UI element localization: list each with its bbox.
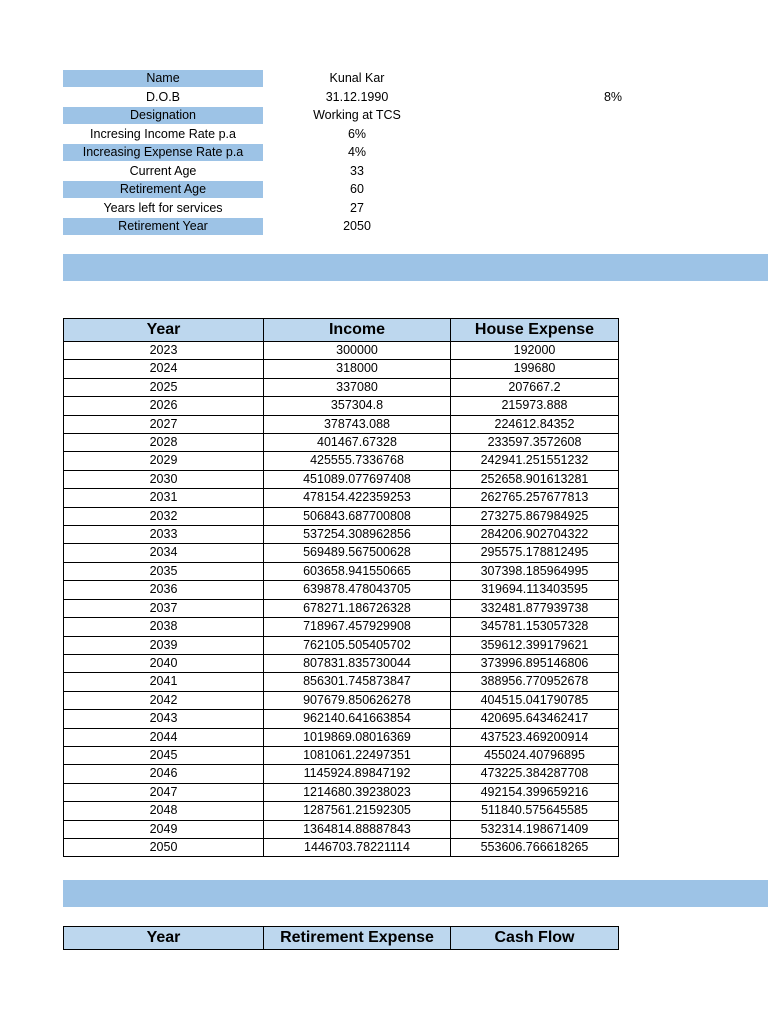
table-row [64, 526, 619, 544]
section-band-top [63, 254, 768, 281]
table-row [64, 342, 619, 360]
column-header-year: Year [64, 319, 264, 342]
profile-row [63, 180, 663, 199]
table-row [64, 636, 619, 654]
cell-income: 762105.505405702 [264, 636, 451, 654]
cell-income: 401467.67328 [264, 434, 451, 452]
cell-income: 537254.308962856 [264, 526, 451, 544]
cell-house-expense: 319694.113403595 [451, 581, 619, 599]
cell-income: 856301.745873847 [264, 673, 451, 691]
retirement-table [63, 926, 619, 950]
column-header-retirement-expense: Retirement Expense [264, 927, 451, 950]
profile-value: 60 [350, 182, 364, 196]
cell-income: 907679.850626278 [264, 691, 451, 709]
profile-value: 6% [347, 126, 367, 141]
cell-income: 962140.641663854 [264, 710, 451, 728]
table-row [64, 397, 619, 415]
column-header-year: Year [64, 927, 264, 950]
table-row [64, 820, 619, 838]
cell-year: 2042 [64, 691, 264, 709]
profile-label: Designation [63, 107, 263, 124]
cell-house-expense: 373996.895146806 [451, 654, 619, 672]
cell-house-expense: 420695.643462417 [451, 710, 619, 728]
cell-year: 2029 [64, 452, 264, 470]
column-header-house-expense: House Expense [451, 319, 619, 342]
profile-label: Increasing Expense Rate p.a [63, 144, 263, 161]
cell-income: 678271.186726328 [264, 599, 451, 617]
table-row [64, 581, 619, 599]
cell-year: 2036 [64, 581, 264, 599]
profile-row [63, 143, 663, 162]
cell-year: 2045 [64, 746, 264, 764]
cell-year: 2043 [64, 710, 264, 728]
cell-income: 1081061.22497351 [264, 746, 451, 764]
table-row [64, 507, 619, 525]
table-row [64, 802, 619, 820]
table-row [64, 489, 619, 507]
cell-house-expense: 262765.257677813 [451, 489, 619, 507]
cell-year: 2044 [64, 728, 264, 746]
cell-house-expense: 332481.877939738 [451, 599, 619, 617]
cell-house-expense: 345781.153057328 [451, 618, 619, 636]
profile-label: Years left for services [103, 200, 223, 215]
cell-income: 1019869.08016369 [264, 728, 451, 746]
profile-value: Kunal Kar [329, 71, 385, 85]
table-row [64, 360, 619, 378]
profile-value: 31.12.1990 [325, 89, 389, 104]
cell-income: 357304.8 [264, 397, 451, 415]
cell-income: 337080 [264, 378, 451, 396]
cell-house-expense: 233597.3572608 [451, 434, 619, 452]
profile-value: 27 [350, 200, 364, 215]
cell-income: 478154.422359253 [264, 489, 451, 507]
cell-house-expense: 359612.399179621 [451, 636, 619, 654]
cell-income: 451089.077697408 [264, 470, 451, 488]
column-header-cash-flow: Cash Flow [451, 927, 619, 950]
cell-income: 1145924.89847192 [264, 765, 451, 783]
cell-house-expense: 215973.888 [451, 397, 619, 415]
profile-value: 33 [350, 163, 364, 178]
cell-year: 2023 [64, 342, 264, 360]
profile-label: Current Age [129, 163, 197, 178]
cell-house-expense: 242941.251551232 [451, 452, 619, 470]
profile-section [63, 69, 663, 236]
profile-label: Retirement Year [63, 218, 263, 235]
table-row [64, 452, 619, 470]
cell-income: 1214680.39238023 [264, 783, 451, 801]
cell-house-expense: 404515.041790785 [451, 691, 619, 709]
cell-house-expense: 388956.770952678 [451, 673, 619, 691]
cell-house-expense: 284206.902704322 [451, 526, 619, 544]
profile-label: Name [63, 70, 263, 87]
cell-income: 1364814.88887843 [264, 820, 451, 838]
cell-year: 2040 [64, 654, 264, 672]
cell-income: 603658.941550665 [264, 562, 451, 580]
profile-label: D.O.B [145, 89, 181, 104]
cell-house-expense: 511840.575645585 [451, 802, 619, 820]
cell-house-expense: 532314.198671409 [451, 820, 619, 838]
cell-income: 1446703.78221114 [264, 838, 451, 856]
cell-house-expense: 224612.84352 [451, 415, 619, 433]
cell-house-expense: 553606.766618265 [451, 838, 619, 856]
cell-year: 2026 [64, 397, 264, 415]
cell-year: 2035 [64, 562, 264, 580]
table-row [64, 378, 619, 396]
cell-year: 2038 [64, 618, 264, 636]
table-row [64, 544, 619, 562]
cell-income: 807831.835730044 [264, 654, 451, 672]
cell-year: 2025 [64, 378, 264, 396]
cell-year: 2027 [64, 415, 264, 433]
column-header-income: Income [264, 319, 451, 342]
profile-row [63, 88, 663, 107]
table-row [64, 618, 619, 636]
cell-income: 1287561.21592305 [264, 802, 451, 820]
cell-income: 425555.7336768 [264, 452, 451, 470]
cell-house-expense: 295575.178812495 [451, 544, 619, 562]
section-band-bottom [63, 880, 768, 907]
cell-house-expense: 455024.40796895 [451, 746, 619, 764]
table-row [64, 838, 619, 856]
table-row [64, 562, 619, 580]
cell-house-expense: 473225.384287708 [451, 765, 619, 783]
table-row [64, 728, 619, 746]
cell-income: 569489.567500628 [264, 544, 451, 562]
table-row [64, 599, 619, 617]
profile-value: 4% [347, 145, 367, 159]
profile-row [63, 199, 663, 218]
profile-row [63, 69, 663, 88]
cell-year: 2050 [64, 838, 264, 856]
cell-year: 2048 [64, 802, 264, 820]
table-row [64, 470, 619, 488]
cell-income: 506843.687700808 [264, 507, 451, 525]
table-row [64, 673, 619, 691]
cell-house-expense: 307398.185964995 [451, 562, 619, 580]
profile-label: Incresing Income Rate p.a [90, 126, 236, 141]
profile-row [63, 217, 663, 236]
profile-row [63, 162, 663, 181]
profile-value: 2050 [343, 219, 371, 233]
cell-house-expense: 492154.399659216 [451, 783, 619, 801]
cell-year: 2039 [64, 636, 264, 654]
table-row [64, 654, 619, 672]
table-row [64, 783, 619, 801]
cell-year: 2047 [64, 783, 264, 801]
cell-year: 2033 [64, 526, 264, 544]
cell-income: 378743.088 [264, 415, 451, 433]
profile-value: Working at TCS [313, 108, 401, 122]
cell-income: 300000 [264, 342, 451, 360]
table-row [64, 691, 619, 709]
profile-extra-value: 8% [603, 89, 623, 104]
cell-year: 2032 [64, 507, 264, 525]
profile-row [63, 106, 663, 125]
income-expense-table [63, 318, 619, 857]
cell-house-expense: 199680 [451, 360, 619, 378]
cell-year: 2049 [64, 820, 264, 838]
cell-house-expense: 437523.469200914 [451, 728, 619, 746]
cell-year: 2041 [64, 673, 264, 691]
profile-row [63, 125, 663, 144]
cell-house-expense: 192000 [451, 342, 619, 360]
cell-year: 2046 [64, 765, 264, 783]
cell-year: 2031 [64, 489, 264, 507]
cell-year: 2034 [64, 544, 264, 562]
profile-label: Retirement Age [63, 181, 263, 198]
table-row [64, 710, 619, 728]
cell-year: 2024 [64, 360, 264, 378]
cell-income: 318000 [264, 360, 451, 378]
cell-year: 2037 [64, 599, 264, 617]
cell-house-expense: 273275.867984925 [451, 507, 619, 525]
table-header-row [64, 927, 619, 950]
table-header-row [64, 319, 619, 342]
cell-house-expense: 207667.2 [451, 378, 619, 396]
table-row [64, 746, 619, 764]
cell-income: 718967.457929908 [264, 618, 451, 636]
cell-year: 2028 [64, 434, 264, 452]
table-row [64, 765, 619, 783]
cell-house-expense: 252658.901613281 [451, 470, 619, 488]
table-row [64, 434, 619, 452]
cell-income: 639878.478043705 [264, 581, 451, 599]
cell-year: 2030 [64, 470, 264, 488]
table-row [64, 415, 619, 433]
